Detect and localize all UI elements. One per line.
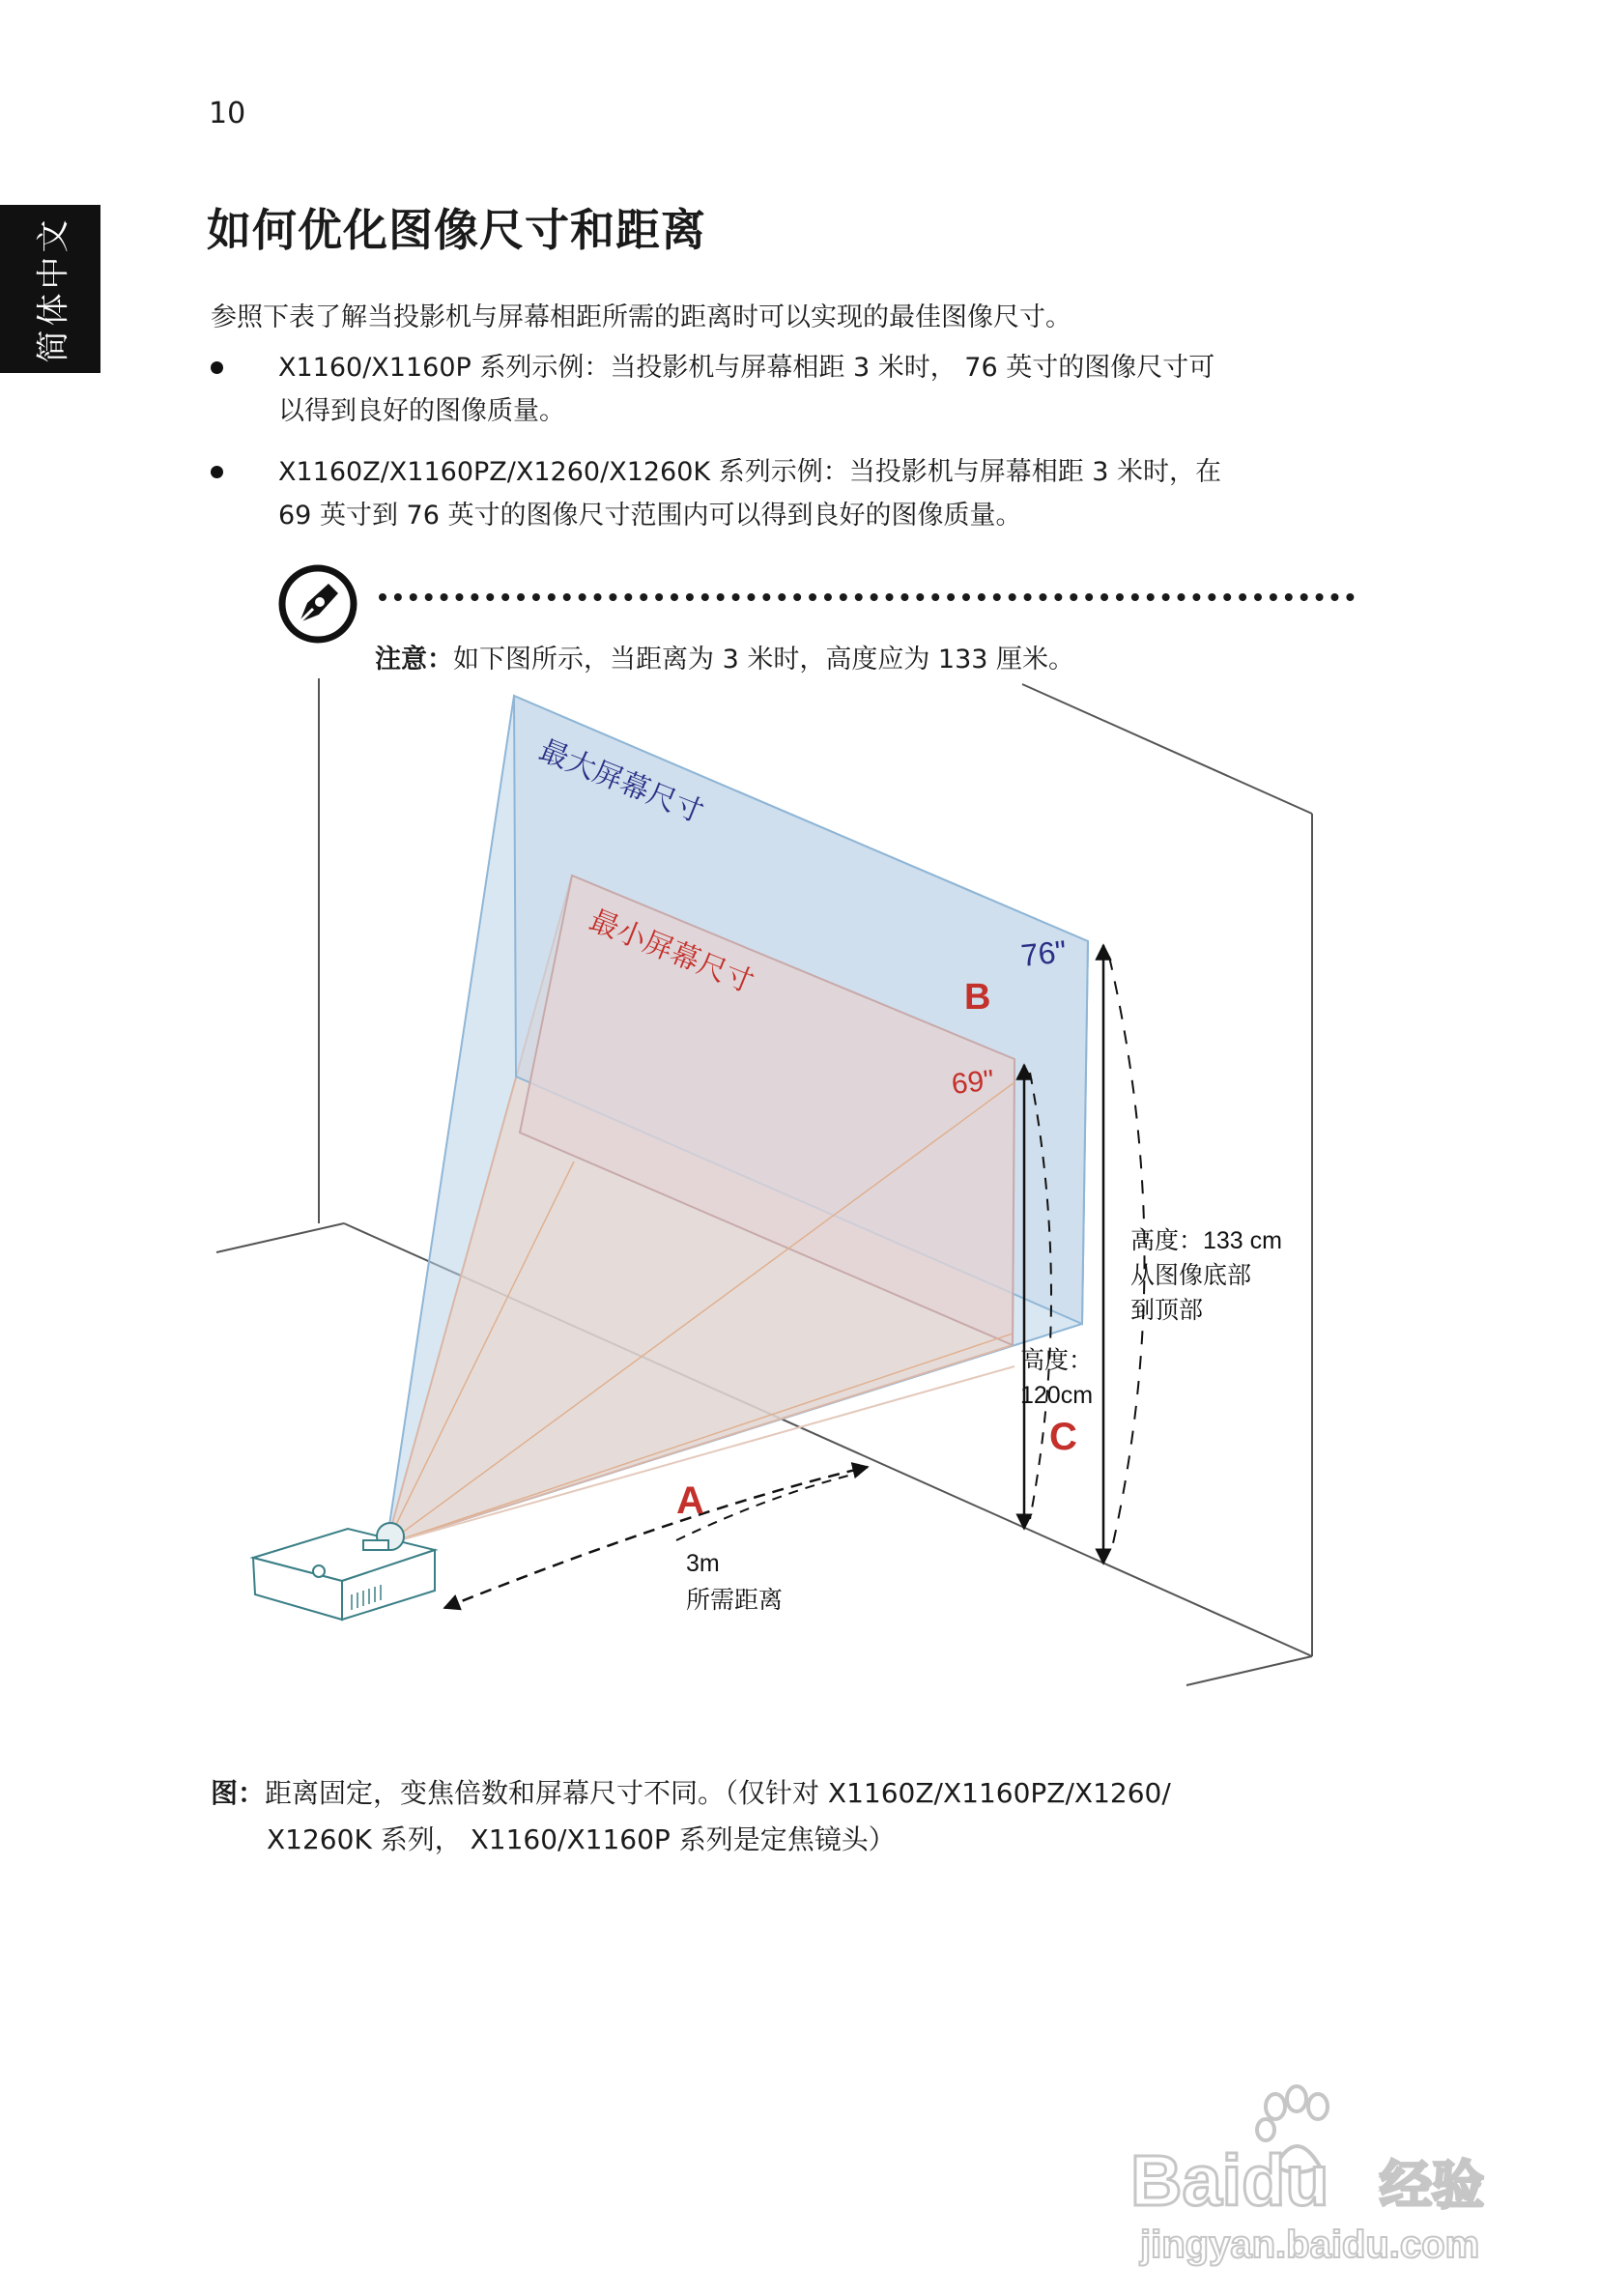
language-side-tab (0, 205, 100, 373)
intro-paragraph: 参照下表了解当投影机与屏幕相距所需的距离时可以实现的最佳图像尺寸。 (211, 302, 1071, 332)
bullet-line: X1160Z/X1160PZ/X1260/X1260K 系列示例：当投影机与屏幕相距 3 米时，在 (278, 457, 1222, 487)
caption-line: X1260K 系列， X1160/X1160P 系列是定焦镜头） (267, 1823, 896, 1855)
page-number: 10 (209, 97, 246, 130)
bullet-dot (211, 361, 223, 374)
bullet-line: X1160/X1160P 系列示例：当投影机与屏幕相距 3 米时， 76 英寸的图像尺寸可 (278, 353, 1215, 383)
label-c: C (1049, 1416, 1077, 1458)
watermark-brand: Baidu (1130, 2140, 1329, 2221)
note-body: 如下图所示，当距离为 3 米时，高度应为 133 厘米。 (453, 645, 1075, 674)
projection-diagram (0, 676, 1600, 1720)
note-label: 注意： (375, 645, 453, 674)
label-a: A (676, 1479, 704, 1522)
size-min-label: 69" (950, 1064, 996, 1101)
page-title: 如何优化图像尺寸和距离 (207, 204, 706, 256)
height-max-line: 到顶部 (1130, 1297, 1204, 1324)
bullet-line: 以得到良好的图像质量。 (278, 396, 565, 426)
note-text (375, 638, 1074, 675)
bullet-dot (211, 466, 223, 478)
min-screen-label: 最小屏幕尺寸 (585, 904, 758, 999)
caption-line: 距离固定，变焦倍数和屏幕尺寸不同。（仅针对 X1160Z/X1160PZ/X1260/ (265, 1777, 1171, 1809)
baidu-watermark (1130, 2078, 1536, 2271)
height-max-line: 从图像底部 (1130, 1262, 1252, 1289)
figure-caption (211, 1770, 1331, 1863)
note-pen-icon (278, 564, 357, 644)
max-screen-label: 最大屏幕尺寸 (534, 733, 708, 829)
note-dotted-rule (379, 593, 1355, 601)
label-b: B (964, 977, 991, 1018)
bullet-item (278, 450, 1370, 537)
caption-label: 图： (211, 1777, 266, 1809)
size-max-label: 76" (1018, 933, 1069, 973)
distance-value: 3m (686, 1550, 720, 1577)
watermark-suffix: 经验 (1380, 2155, 1484, 2216)
bullet-item (278, 346, 1370, 433)
distance-label: 所需距离 (686, 1587, 784, 1614)
bullet-line: 69 英寸到 76 英寸的图像尺寸范围内可以得到良好的图像质量。 (278, 501, 1022, 531)
language-side-tab-label: 简体中文 (34, 215, 73, 362)
height-min-line: 高度： (1020, 1347, 1094, 1374)
watermark-url: jingyan.baidu.com (1140, 2224, 1480, 2266)
height-min-line: 120cm (1020, 1382, 1094, 1409)
height-max-line: 高度：133 cm (1130, 1227, 1282, 1254)
